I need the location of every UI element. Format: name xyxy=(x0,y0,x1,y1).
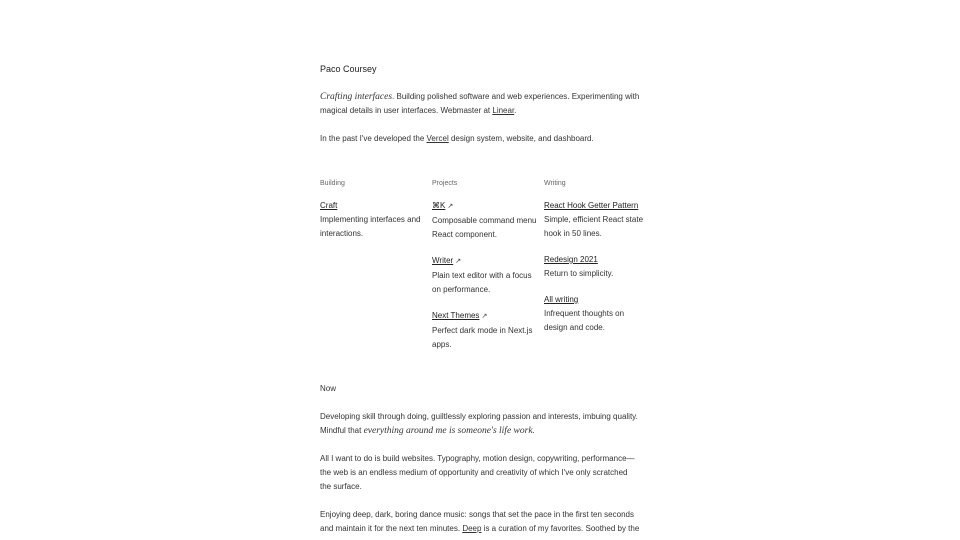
now-paragraph-2: All I want to do is build websites. Typography, motion design, copywriting, performance— the web is an endless medium of opportunity and creativity of which I've only scratched the surface. xyxy=(320,454,635,491)
past-pre: In the past I've developed the xyxy=(320,134,427,143)
cmdk-link[interactable] xyxy=(432,199,445,213)
writer-title: Writer xyxy=(432,256,454,265)
next-themes-link[interactable] xyxy=(432,309,479,323)
writing-item xyxy=(544,293,644,335)
writer-desc: Plain text editor with a focus on performance. xyxy=(432,271,532,294)
redesign-2021-title: Redesign 2021 xyxy=(544,255,598,264)
all-writing-link[interactable] xyxy=(544,293,578,307)
now-paragraph-1 xyxy=(320,410,640,438)
external-arrow-icon: ↗ xyxy=(455,258,462,265)
projects-label: Projects xyxy=(432,180,458,187)
next-themes-title: Next Themes xyxy=(432,311,480,320)
projects-column xyxy=(432,177,540,364)
next-themes-desc: Perfect dark mode in Next.js apps. xyxy=(432,326,533,349)
building-label: Building xyxy=(320,180,345,187)
craft-title: Craft xyxy=(320,201,338,210)
now-p1-italic: everything around me is someone's life work xyxy=(363,426,533,436)
project-item xyxy=(432,254,540,297)
intro-paragraph xyxy=(320,90,640,118)
craft-desc: Implementing interfaces and interactions. xyxy=(320,215,421,238)
deep-link[interactable]: Deep xyxy=(462,524,482,533)
intro-text: . Building polished software and web experiences. Experimenting with magical details in user interfaces. Webmaster at xyxy=(320,92,640,115)
external-arrow-icon: ↗ xyxy=(447,203,454,210)
writing-item xyxy=(544,253,644,281)
craft-link[interactable] xyxy=(320,199,337,213)
react-hook-getter-desc: Simple, efficient React state hook in 50 lines. xyxy=(544,215,644,238)
building-column xyxy=(320,177,428,253)
project-item xyxy=(432,309,540,352)
site-owner-name: Paco Coursey xyxy=(320,64,377,74)
now-paragraph-3 xyxy=(320,508,640,536)
writer-link[interactable] xyxy=(432,254,453,268)
cmdk-title: ⌘K xyxy=(432,201,446,210)
now-p3-post: is a curation of my favorites. Soothed by the xyxy=(481,524,640,533)
writing-item xyxy=(544,199,644,241)
all-writing-desc: Infrequent thoughts on design and code. xyxy=(544,309,625,332)
vercel-link[interactable]: Vercel xyxy=(426,134,449,143)
building-item xyxy=(320,199,428,241)
now-heading: Now xyxy=(320,384,337,393)
redesign-2021-desc: Return to simplicity. xyxy=(544,269,614,278)
past-post: design system, website, and dashboard. xyxy=(448,134,594,143)
writing-label: Writing xyxy=(544,180,566,187)
now-p1-text: Developing skill through doing, guiltlessly exploring passion and interests, imbuing quality. Mindful that xyxy=(320,412,638,435)
react-hook-getter-title: React Hook Getter Pattern xyxy=(544,201,639,210)
intro-end: . xyxy=(514,106,517,115)
external-arrow-icon: ↗ xyxy=(481,313,488,320)
linear-link[interactable]: Linear xyxy=(492,106,515,115)
past-paragraph xyxy=(320,132,640,146)
all-writing-title: All writing xyxy=(544,295,579,304)
react-hook-getter-link[interactable] xyxy=(544,199,638,213)
writing-column xyxy=(544,177,644,347)
now-p1-end: . xyxy=(532,426,535,435)
redesign-2021-link[interactable] xyxy=(544,253,598,267)
intro-lead: Crafting interfaces xyxy=(320,92,393,102)
now-p3-pre: Enjoying deep, dark, boring dance music: songs that set the pace in the first ten seconds and maintain it for the next ten minutes. xyxy=(320,510,634,533)
cmdk-desc: Composable command menu React component. xyxy=(432,216,537,239)
project-item xyxy=(432,199,540,242)
